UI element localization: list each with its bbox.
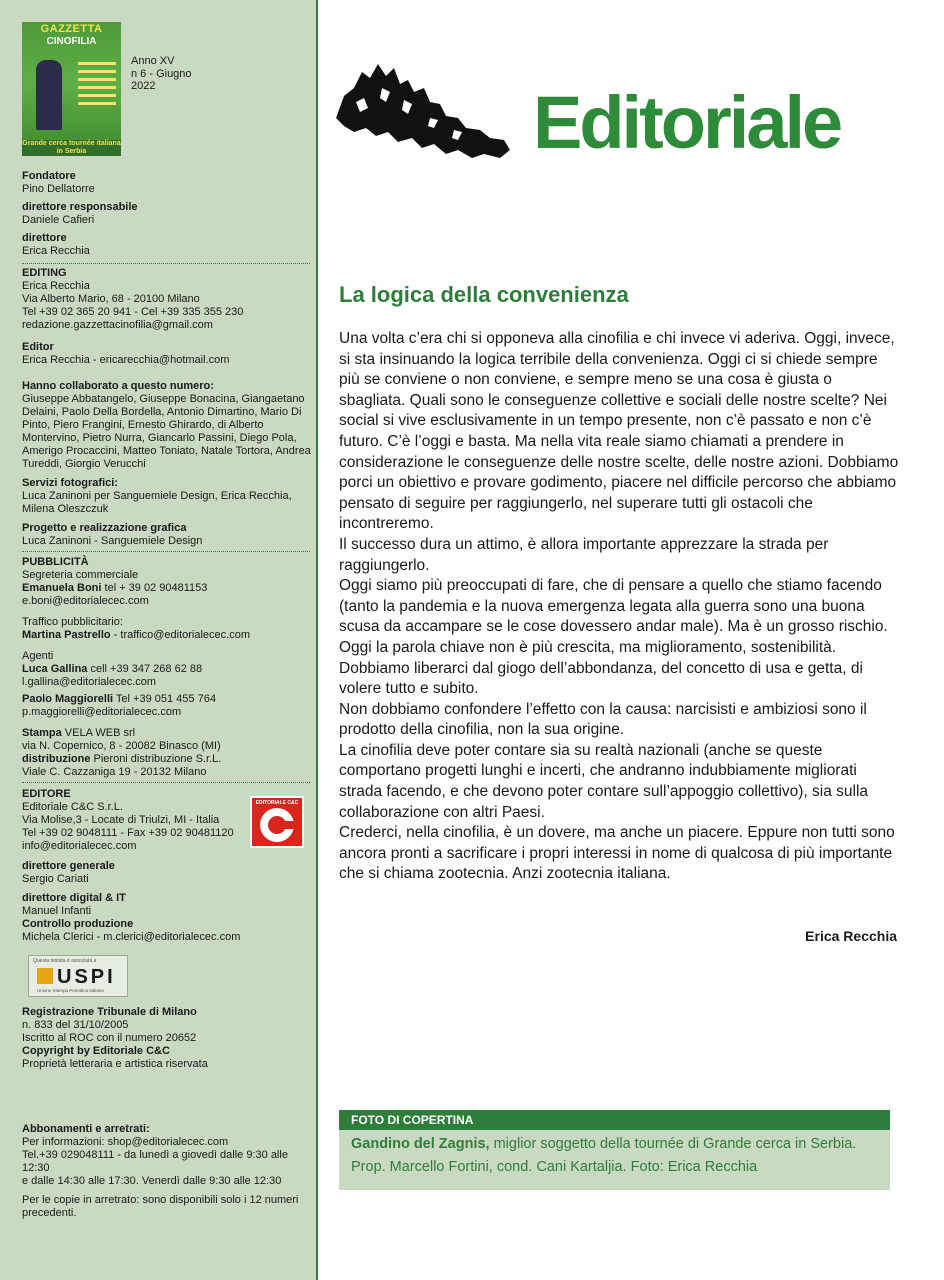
gallina-name: Luca Gallina (22, 663, 88, 675)
editore-line: Editoriale C&C S.r.L. (22, 801, 123, 813)
divider (22, 263, 310, 264)
direttore-label: direttore (22, 232, 67, 244)
page-title: Editoriale (533, 81, 841, 164)
author-signature: Erica Recchia (805, 928, 897, 944)
registrazione-label: Registrazione Tribunale di Milano (22, 1006, 197, 1018)
collab-value: Giuseppe Abbatangelo, Giuseppe Bonacina, Giangaetano Delaini, Paolo Della Bordella, Antonio Dimartino, Mario Di Pinto, Piero Frangini, Ernesto Ghirardo, di Alberto Montervino, Pietro Nurra, Giancarlo Passini, Diego Pola, Amerigo Procaccini, Matteo Toniato, Natale Tortora, Andrea Tureddi, Giorgio Verucchi (22, 393, 311, 470)
direttore-value: Erica Recchia (22, 245, 90, 257)
pastrello-name: Martina Pastrello (22, 629, 111, 641)
cover-thumbnail (22, 22, 121, 156)
article-paragraph: Una volta c’era chi si opponeva alla cinofilia e chi invece vi aderiva. Oggi, invece, si sta insinuando la logica terribile della convenienza. Oggi ci si chiede sempre più se conviene o non conviene, e sempre meno se una cosa è giusta o sbagliata. Quali sono le conseguenze collettive e sociali delle nostre scelte? Nei social si vive esclusivamente in un tempo presente, non c’è passato e non c’è futuro. C’è l’oggi e basta. Ma nella vita reale siamo chiamati a prendere in considerazione le conseguenze delle nostre scelte, delle nostre azioni. Dobbiamo porci un obiettivo e provare godimento, piacere nel difficile percorso che abbiamo pensato di seguire per raggiungerlo, nel superare tutti gli ostacoli che incontreremo. (339, 330, 899, 533)
registrazione-line: n. 833 del 31/10/2005 (22, 1019, 129, 1031)
uspi-fullname: Unione Stampa Periodica Italiana (37, 988, 104, 993)
arretrato-note: Per le copie in arretrato: sono disponibili solo i 12 numeri precedenti. (22, 1194, 299, 1219)
foto-value: Luca Zaninoni per Sanguemiele Design, Erica Recchia, Milena Oleszczuk (22, 490, 292, 515)
abbonamenti-label: Abbonamenti e arretrati: (22, 1123, 150, 1135)
boni-tel: tel + 39 02 90481153 (101, 582, 208, 594)
article-body (339, 329, 899, 885)
abbonamenti-line: Per informazioni: shop@editorialecec.com (22, 1136, 229, 1148)
copyright-label: Copyright by Editoriale C&C (22, 1045, 170, 1057)
gallina-tel: cell +39 347 268 62 88 (87, 663, 203, 675)
cc-logo-mark-icon (260, 808, 294, 842)
cover-subtitle: CINOFILIA (46, 36, 97, 47)
issue-info (131, 55, 192, 93)
maggiorelli-tel: Tel +39 051 455 764 (113, 693, 216, 705)
cover-headlines (78, 62, 116, 110)
agenti-label: Agenti (22, 650, 54, 662)
boni-email: e.boni@editorialecec.com (22, 595, 149, 607)
stampa-address: via N. Copernico, 8 - 20082 Binasco (MI) (22, 740, 221, 752)
editor-value: Erica Recchia - ericarecchia@hotmail.com (22, 354, 230, 366)
uspi-caption: Questa testata è associata a (33, 958, 97, 964)
article-headline: La logica della convenienza (339, 282, 629, 307)
editing-email: redazione.gazzettacinofilia@gmail.com (22, 319, 213, 331)
abbonamenti-block (22, 1123, 312, 1220)
editing-line: Via Alberto Mario, 68 - 20100 Milano (22, 293, 200, 305)
divider (22, 782, 310, 783)
pastrello-email: - traffico@editorialecec.com (110, 629, 250, 641)
stampa-value: VELA WEB srl (61, 727, 136, 739)
editorial-header-illustration (334, 58, 514, 166)
article-paragraph: La cinofilia deve poter contare sia su realtà nazionali (anche se queste comportano progetti lunghi e incerti, che andranno indubbiamente migliorati strada facendo, e che devono poter contare sull’appoggio collettivo), sia sulla collaborazione con altri Paesi. (339, 741, 869, 821)
issue-number: n 6 - Giugno (131, 67, 192, 80)
cover-figure (36, 60, 62, 130)
pubblicita-label: PUBBLICITÀ (22, 556, 89, 568)
editoriale-cc-logo (250, 796, 304, 848)
editore-label: EDITORE (22, 788, 71, 800)
foto-label: Servizi fotografici: (22, 477, 118, 489)
cover-band: Grande cerca tournée italiana in Serbia (22, 140, 121, 155)
cc-logo-text: EDITORIALE C&C (255, 800, 299, 806)
abbonamenti-line: e dalle 14:30 alle 17:30. Venerdì dalle 9:30 alle 12:30 (22, 1175, 282, 1187)
dir-resp-value: Daniele Cafieri (22, 214, 95, 226)
article-paragraph: Non dobbiamo confondere l’effetto con la causa: narcisisti e ambiziosi sono il prodotto della cinofilia, non la sua origine. (339, 700, 867, 739)
copyright-value: Proprietà letteraria e artistica riservata (22, 1058, 208, 1070)
controllo-label: Controllo produzione (22, 918, 134, 930)
article-paragraph: Oggi siamo più preoccupati di fare, che di pensare a quello che stiamo facendo (tanto la pandemia e la nuova emergenza legata alla guerra sono una buona scusa da accampare se le cose dovessero andar male). Ma è un grosso rischio. (339, 577, 888, 636)
registrazione-line: Iscritto al ROC con il numero 20652 (22, 1032, 197, 1044)
controllo-value: Michela Clerici - m.clerici@editorialecec.com (22, 931, 241, 943)
grafica-value: Luca Zaninoni - Sanguemiele Design (22, 535, 203, 547)
distribuzione-value: Pieroni distribuzione S.r.L. (90, 753, 222, 765)
boni-name: Emanuela Boni (22, 582, 102, 594)
fondatore-label: Fondatore (22, 170, 76, 182)
caption-line-1: miglior soggetto della tournée di Grande cerca in Serbia. (489, 1136, 857, 1152)
maggiorelli-email: p.maggiorelli@editorialecec.com (22, 706, 182, 718)
caption-text (351, 1133, 886, 1179)
editing-block (22, 267, 312, 548)
traffico-label: Traffico pubblicitario: (22, 616, 123, 628)
fondatore-value: Pino Dellatorre (22, 183, 95, 195)
uspi-wordmark: USPI (57, 966, 116, 988)
article-paragraph: Il successo dura un attimo, è allora importante apprezzare la strada per raggiungerlo. (339, 535, 829, 574)
caption-subject: Gandino del Zagnis, (351, 1136, 490, 1152)
registration-block (22, 1006, 312, 1071)
masthead-sidebar (0, 0, 318, 1280)
grafica-label: Progetto e realizzazione grafica (22, 522, 187, 534)
distribuzione-address: Viale C. Cazzaniga 19 - 20132 Milano (22, 766, 207, 778)
abbonamenti-line: Tel.+39 029048111 - da lunedì a giovedì dalle 9:30 alle 12:30 (22, 1149, 288, 1174)
editore-line: Tel +39 02 9048111 - Fax +39 02 90481120 (22, 827, 234, 839)
issue-date-year: 2022 (131, 80, 156, 92)
editor-label: Editor (22, 341, 54, 353)
article-paragraph: Crederci, nella cinofilia, è un dovere, ma anche un piacere. Eppure non tutti sono ancora pronti a sacrificare i propri interessi in nome di qualcosa di più importante che si chiama zootecnia. Anzi zootecnia italiana. (339, 824, 895, 883)
stampa-label: Stampa (22, 727, 62, 739)
editore-line: Via Molise,3 - Locate di Triulzi, MI - Italia (22, 814, 220, 826)
maggiorelli-name: Paolo Maggiorelli (22, 693, 114, 705)
editing-label: EDITING (22, 267, 67, 279)
pubblicita-block (22, 556, 312, 779)
caption-label: FOTO DI COPERTINA (339, 1110, 890, 1130)
issue-year: Anno XV (131, 55, 175, 67)
digital-value: Manuel Infanti (22, 905, 92, 917)
segreteria: Segreteria commerciale (22, 569, 139, 581)
editing-line: Tel +39 02 365 20 941 - Cel +39 335 355 230 (22, 306, 244, 318)
digital-label: direttore digital & IT (22, 892, 126, 904)
divider (22, 551, 310, 552)
cover-photo-caption (339, 1110, 890, 1190)
gallina-email: l.gallina@editorialecec.com (22, 676, 157, 688)
dg-value: Sergio Cariati (22, 873, 89, 885)
uspi-mark-icon (37, 968, 53, 984)
article-paragraph: Oggi la parola chiave non è più crescita, ma miglioramento, sostenibilità. Dobbiamo liberarci dal giogo dell’abbondanza, del concetto di usa e getta, di volere tutto e subito. (339, 638, 863, 698)
collab-label: Hanno collaborato a questo numero: (22, 380, 214, 392)
caption-line-2: Prop. Marcello Fortini, cond. Cani Kartaljia. Foto: Erica Recchia (351, 1159, 758, 1175)
dir-resp-label: direttore responsabile (22, 201, 138, 213)
editing-line: Erica Recchia (22, 280, 90, 292)
editore-email: info@editorialecec.com (22, 840, 137, 852)
cover-title: GAZZETTA (40, 23, 103, 35)
uspi-logo (28, 955, 128, 997)
dg-label: direttore generale (22, 860, 115, 872)
distribuzione-label: distribuzione (22, 753, 91, 765)
staff-block (22, 170, 312, 258)
